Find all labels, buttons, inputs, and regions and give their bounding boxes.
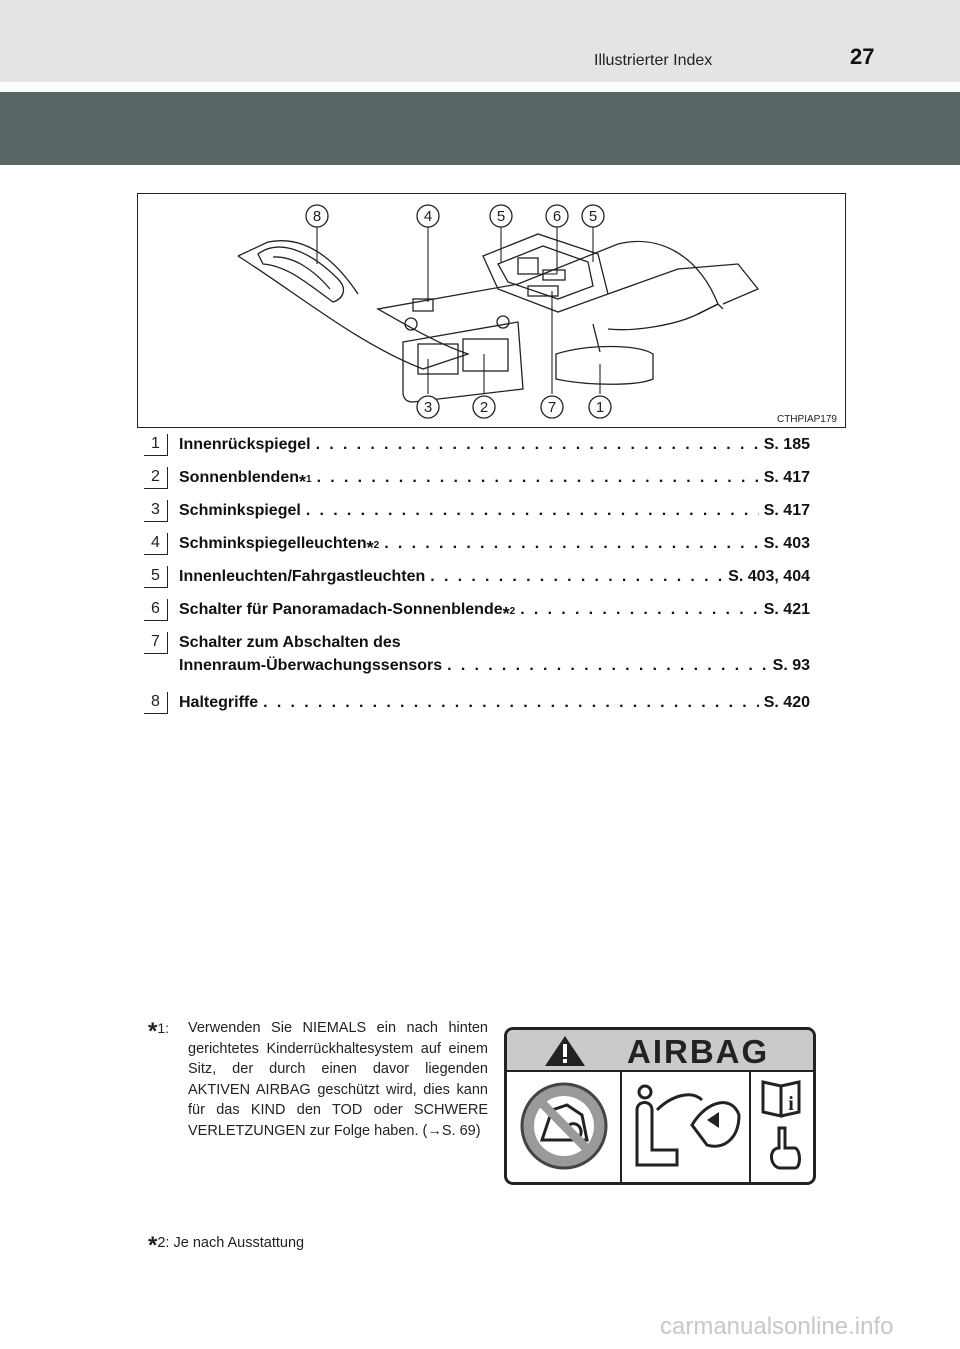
item-label: Innenraum-Überwachungssensors <box>179 657 443 674</box>
callout-bottom-3: 7 <box>547 399 557 416</box>
header-band <box>0 92 960 165</box>
callout-bottom-1: 3 <box>423 399 433 416</box>
item-number: 4 <box>144 533 168 555</box>
item-number: 6 <box>144 599 168 621</box>
item-page-ref[interactable]: S. 403 <box>763 535 810 552</box>
item-page-ref[interactable]: S. 185 <box>763 436 810 453</box>
item-label-line1: Schalter zum Abschalten des <box>179 634 401 651</box>
footnote-1-text: Verwenden Sie NIEMALS ein nach hinten gerichtetes Kinderrückhaltesystem auf einem Sitz, der durch einen davor liegenden AKTIVEN AIRBAG geschützt wird, dies kann für das KIND den TOD oder SCHWERE VERLETZUNGEN zur Folge haben. (→S. 69) <box>188 1020 488 1139</box>
callout-top-4: 6 <box>552 208 562 225</box>
item-number: 1 <box>144 434 168 456</box>
list-item[interactable] <box>144 597 814 624</box>
item-number: 7 <box>144 632 168 654</box>
footnote-1: *1: Verwenden Sie NIEMALS ein nach hinten gerichtetes Kinderrückhaltesystem auf einem Sitz, der durch einen davor liegenden AKTIVEN AIRBAG geschützt wird, dies kann für das KIND den TOD oder SCHWERE VERLETZUNGEN zur Folge haben. (→S. 69) <box>148 1018 488 1142</box>
item-label: Schminkspiegelleuchten <box>179 535 367 552</box>
item-page-ref[interactable]: S. 417 <box>763 469 810 486</box>
item-label: Schminkspiegel <box>179 502 301 519</box>
no-rear-facing-child-seat-icon <box>522 1084 606 1168</box>
item-label: Innenrückspiegel <box>179 436 311 453</box>
page-number: 27 <box>850 44 875 69</box>
header-bar <box>0 0 960 82</box>
item-page-ref[interactable]: S. 403, 404 <box>728 568 810 585</box>
list-item[interactable] <box>144 630 814 688</box>
item-label: Sonnenblenden <box>179 469 299 486</box>
interior-drawing <box>138 194 845 427</box>
item-number: 2 <box>144 467 168 489</box>
footnote-ref: *2 <box>502 604 516 624</box>
item-number: 5 <box>144 566 168 588</box>
list-item[interactable] <box>144 432 814 456</box>
callout-bottom-4: 1 <box>595 399 605 416</box>
airbag-title: AIRBAG <box>627 1033 770 1070</box>
callout-top-3: 5 <box>496 208 506 225</box>
footnote-ref: *1 <box>299 472 312 492</box>
item-page-ref[interactable]: S. 93 <box>772 657 810 674</box>
airbag-warning-label <box>504 1027 816 1185</box>
callout-top-1: 8 <box>312 208 322 225</box>
item-page-ref[interactable]: S. 417 <box>763 502 810 519</box>
list-item[interactable] <box>144 531 814 558</box>
airbag-deploy-icon <box>637 1086 739 1165</box>
footnote-ref: *2 <box>366 538 380 558</box>
warning-triangle-icon <box>545 1036 585 1066</box>
item-label: Haltegriffe <box>179 694 259 711</box>
item-label: Schalter für Panoramadach-Sonnenblende <box>179 601 503 618</box>
section-title: Illustrierter Index <box>594 52 713 69</box>
footnote-2: *2: Je nach Ausstattung <box>148 1232 305 1259</box>
item-number: 3 <box>144 500 168 522</box>
airbag-pictograms <box>507 1030 813 1182</box>
callout-top-5: 5 <box>588 208 598 225</box>
list-item[interactable] <box>144 465 814 492</box>
item-number: 8 <box>144 692 168 714</box>
figure-code: CTHPIAP179 <box>776 414 837 425</box>
svg-text:i: i <box>788 1093 794 1115</box>
list-item[interactable] <box>144 690 814 714</box>
item-page-ref[interactable]: S. 421 <box>763 601 810 618</box>
watermark: carmanualsonline.info <box>660 1313 894 1340</box>
callout-bottom-2: 2 <box>479 399 489 416</box>
list-item[interactable] <box>144 564 814 588</box>
interior-illustration <box>137 193 846 428</box>
item-label: Innenleuchten/Fahrgastleuchten <box>179 568 426 585</box>
item-page-ref[interactable]: S. 420 <box>763 694 810 711</box>
pointing-hand-icon <box>772 1128 800 1168</box>
manual-book-icon <box>763 1082 799 1116</box>
list-item[interactable] <box>144 498 814 522</box>
callout-top-2: 4 <box>423 208 433 225</box>
